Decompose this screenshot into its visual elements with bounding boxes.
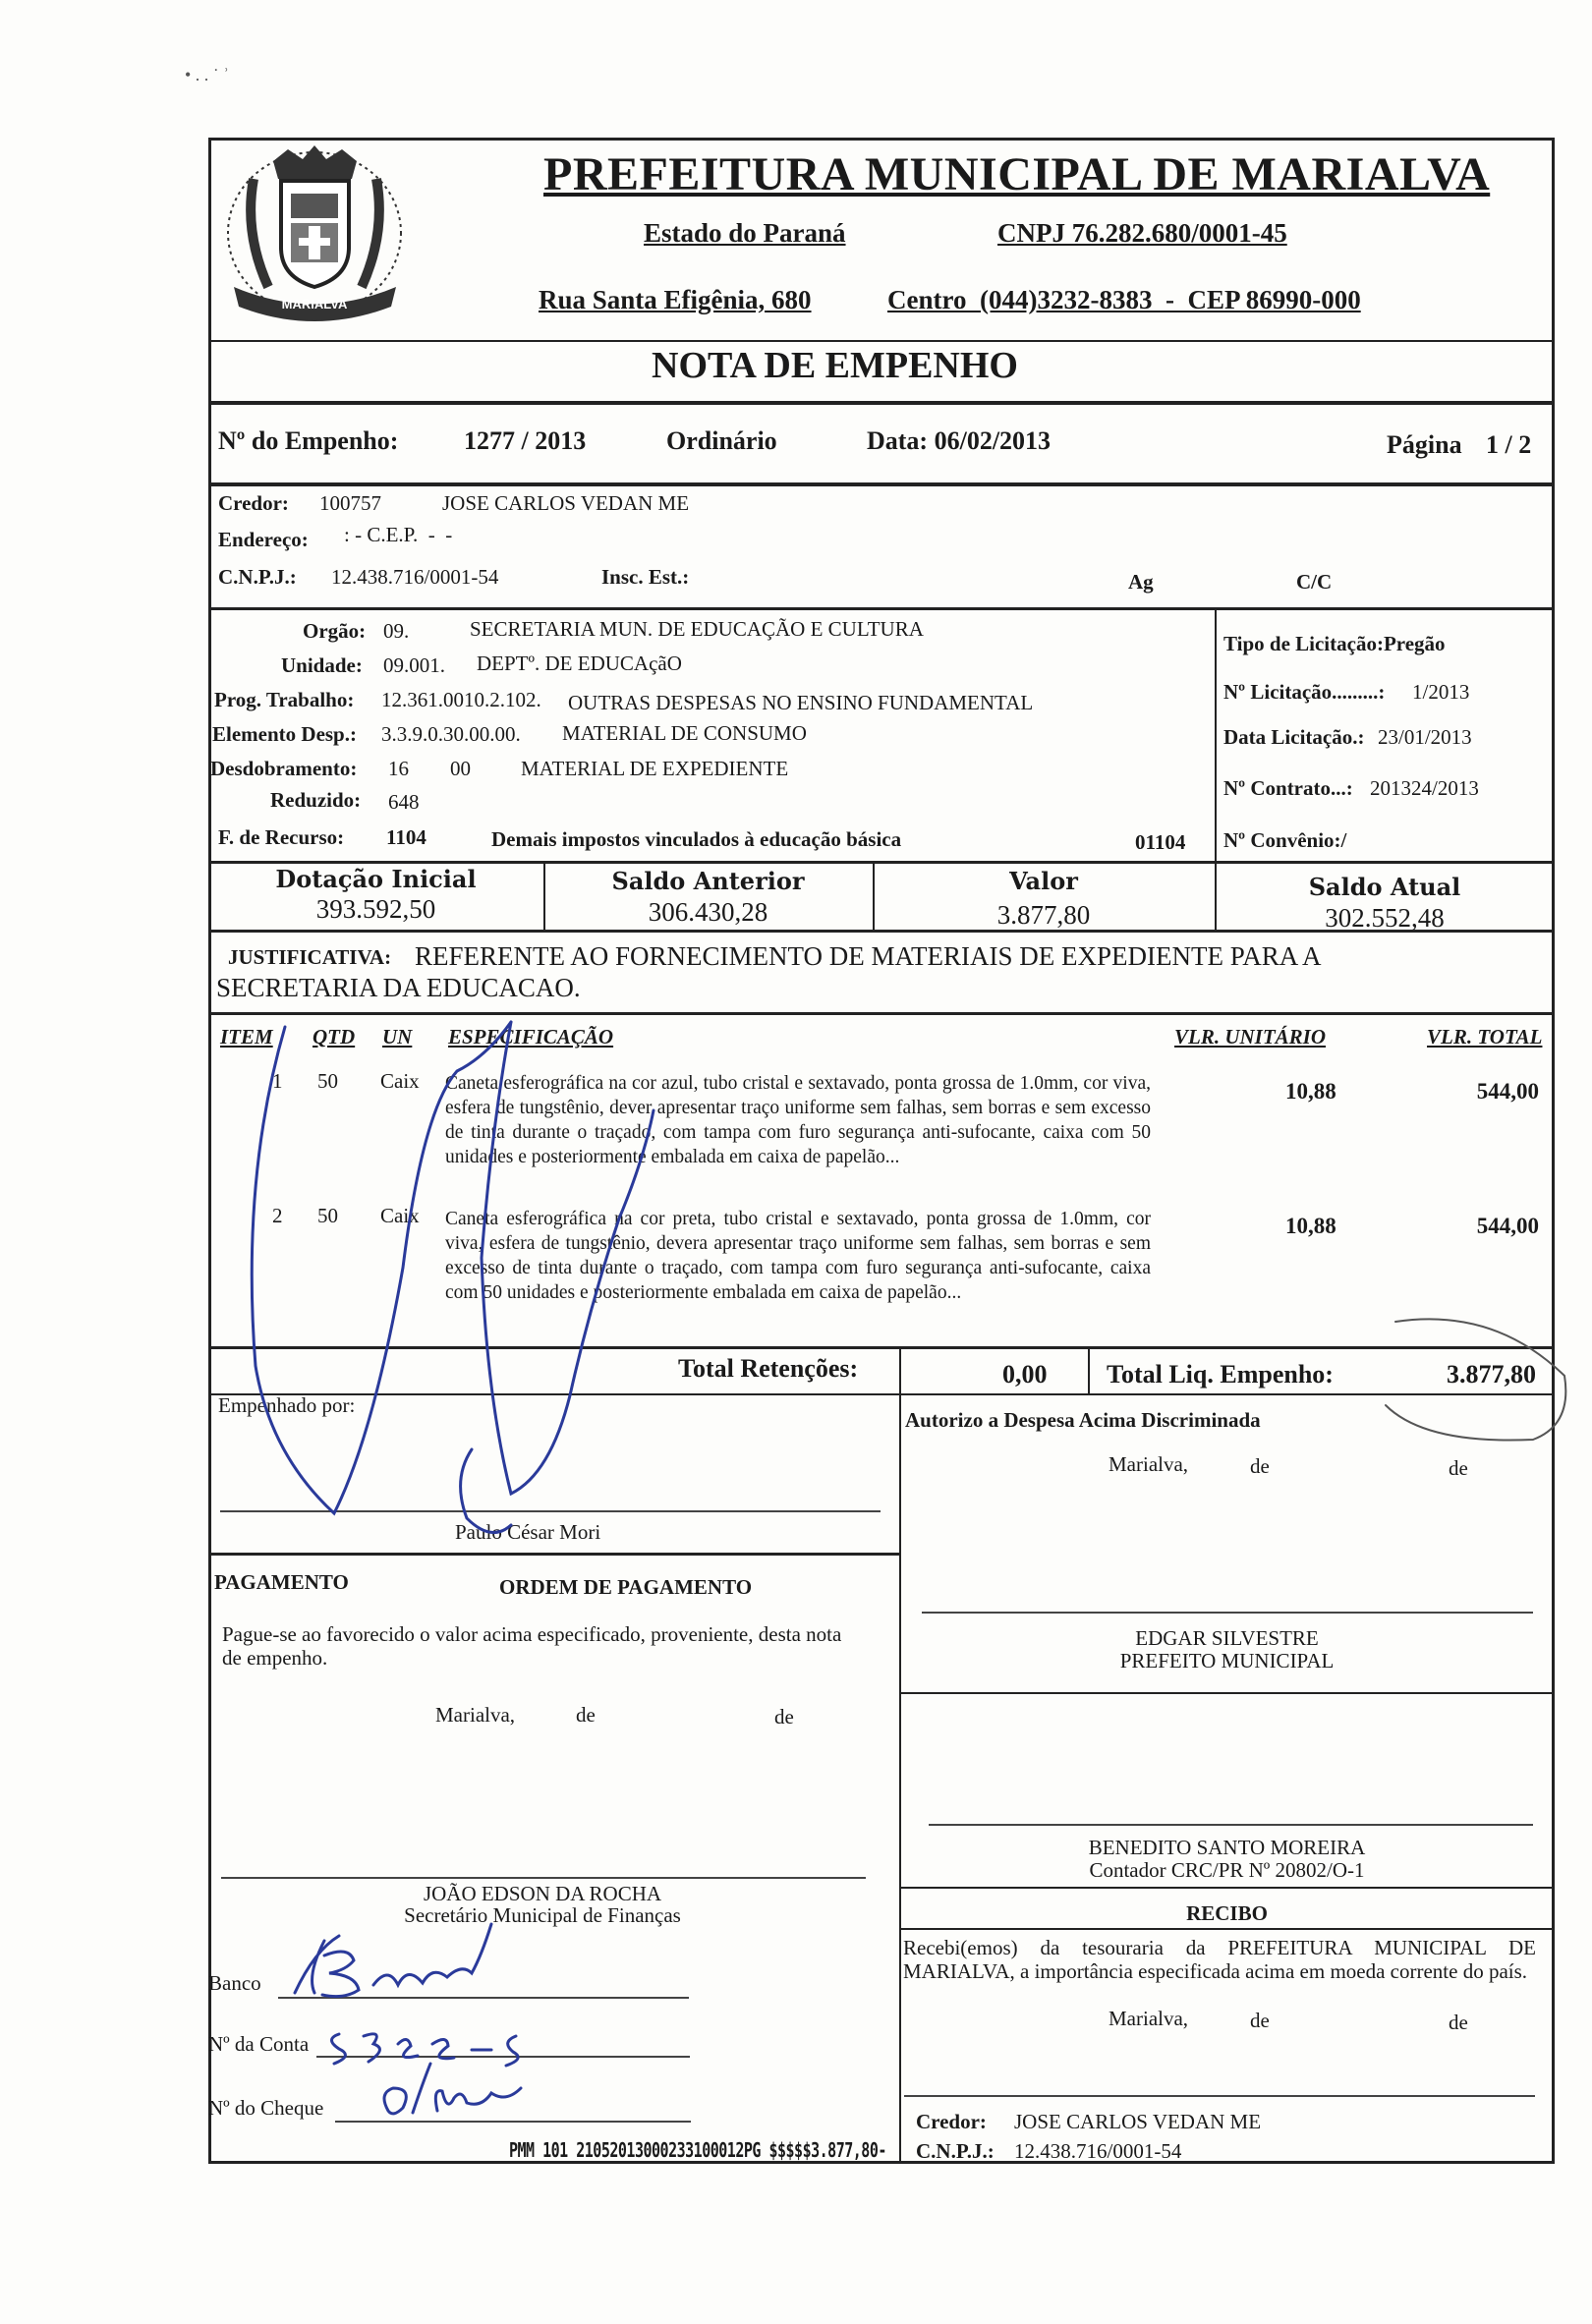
elemento-label: Elemento Desp.: — [212, 722, 357, 746]
pagamento-label: PAGAMENTO — [214, 1570, 349, 1594]
credor-label: Credor: — [218, 491, 289, 515]
recurso-code: 1104 — [386, 825, 426, 849]
elemento-name: MATERIAL DE CONSUMO — [562, 721, 807, 745]
contador-name: BENEDITO SANTO MOREIRA — [1088, 1836, 1366, 1859]
items-header-unit-value: VLR. UNITÁRIO — [1174, 1025, 1327, 1049]
insc-est-label: Insc. Est.: — [601, 565, 690, 589]
page-number: 1 / 2 — [1486, 430, 1532, 459]
cnpj-header: CNPJ 76.282.680/0001-45 — [997, 218, 1287, 248]
item-total-value: 544,00 — [1476, 1079, 1539, 1104]
conta-handwriting — [332, 2034, 519, 2066]
justificativa-text-2: SECRETARIA DA EDUCACAO. — [216, 973, 581, 1002]
address-label: Endereço: — [218, 528, 309, 551]
prog-trabalho-code: 12.361.0010.2.102. — [381, 688, 541, 711]
unidade-code: 09.001. — [383, 653, 445, 677]
contador-role: Contador CRC/PR Nº 20802/O-1 — [1089, 1858, 1365, 1882]
item-spec: Caneta esferográfica na cor preta, tubo cristal e sextavado, ponta grossa de 1.0mm, cor viva, esfera de tungstênio, devera apresentar traço uniforme sem falhas, sem borras e sem excesso de tinta durante o traçado, com tampa com furo segurança anti-sufocante, caixa com 50 unidades e posteriormente embalada em caixa de papelão... — [445, 1209, 1151, 1303]
elemento-code: 3.3.9.0.30.00.00. — [381, 722, 521, 746]
dotacao-value: 393.592,50 — [315, 894, 436, 924]
recibo-text: Recebi(emos) da tesouraria da PREFEITURA MUNICIPAL DE MARIALVA, a importância especificada acima em moeda corrente do país. — [903, 1936, 1536, 1983]
banco-label: Banco — [208, 1971, 261, 1995]
contrato-number: 201324/2013 — [1370, 776, 1479, 800]
signature-stroke — [252, 1022, 511, 1513]
date-de: de — [1250, 1454, 1270, 1478]
recibo-credor-name: JOSE CARLOS VEDAN ME — [1014, 2110, 1262, 2133]
date-de: de — [774, 1705, 794, 1729]
recurso-label: F. de Recurso: — [218, 825, 345, 849]
valor-label: Valor — [1009, 867, 1078, 895]
liq-empenho-value: 3.877,80 — [1447, 1360, 1536, 1389]
convenio-label: Nº Convênio:/ — [1223, 828, 1347, 852]
cheque-label: Nº do Cheque — [208, 2096, 324, 2120]
orgao-code: 09. — [383, 619, 410, 643]
recurso-name: Demais impostos vinculados à educação básica — [491, 827, 902, 851]
justificativa-label: JUSTIFICATIVA: — [228, 945, 392, 969]
place-marialva: Marialva, — [1109, 1452, 1189, 1476]
justificativa-text-1: REFERENTE AO FORNECIMENTO DE MATERIAIS DE EXPEDIENTE PARA A — [415, 941, 1322, 971]
banco-handwriting — [295, 1924, 491, 1997]
reduzido-label: Reduzido: — [270, 788, 362, 812]
empenhado-name: Paulo César Mori — [455, 1520, 601, 1544]
item-un: Caix — [380, 1204, 420, 1227]
saldo-atual-value: 302.552,48 — [1325, 903, 1445, 933]
cnpj-value: 12.438.716/0001-54 — [331, 565, 499, 589]
page-label: Página — [1387, 430, 1462, 459]
contrato-label: Nº Contrato...: — [1223, 776, 1353, 800]
licitacao-date: 23/01/2013 — [1378, 725, 1472, 749]
orgao-name: SECRETARIA MUN. DE EDUCAÇÃO E CULTURA — [470, 617, 924, 641]
contact-info: Centro (044)3232-8383 - CEP 86990-000 — [887, 285, 1361, 314]
retencoes-label: Total Retenções: — [678, 1354, 859, 1383]
date-de: de — [1250, 2009, 1270, 2032]
signature-stroke — [482, 1022, 654, 1494]
date-de: de — [1449, 1456, 1468, 1480]
item-number: 1 — [272, 1069, 283, 1093]
cheque-handwriting — [384, 2064, 521, 2114]
saldo-atual-label: Saldo Atual — [1308, 873, 1461, 901]
ordem-pagamento-label: ORDEM DE PAGAMENTO — [499, 1575, 753, 1599]
empenho-number: 1277 / 2013 — [464, 426, 587, 455]
prog-trabalho-name: OUTRAS DESPESAS NO ENSINO FUNDAMENTAL — [568, 691, 1034, 714]
liq-empenho-label: Total Liq. Empenho: — [1107, 1360, 1334, 1389]
valor-value: 3.877,80 — [996, 900, 1091, 930]
item-un: Caix — [380, 1069, 420, 1093]
empenhado-label: Empenhado por: — [218, 1393, 356, 1417]
dotacao-label: Dotação Inicial — [275, 865, 477, 893]
orgao-label: Orgão: — [303, 619, 367, 643]
item-number: 2 — [272, 1204, 283, 1227]
prog-trabalho-label: Prog. Trabalho: — [214, 688, 355, 711]
item-qtd: 50 — [317, 1204, 338, 1227]
desdobramento-code1: 16 — [388, 757, 409, 780]
item-unit-value: 10,88 — [1285, 1214, 1336, 1238]
place-marialva: Marialva, — [1109, 2007, 1189, 2030]
circle-mark — [1386, 1319, 1565, 1440]
retencoes-value: 0,00 — [1002, 1360, 1048, 1389]
item-total-value: 544,00 — [1476, 1214, 1539, 1238]
municipality-title: PREFEITURA MUNICIPAL DE MARIALVA — [543, 148, 1491, 200]
recibo-label: RECIBO — [1186, 1901, 1268, 1925]
desdobramento-name: MATERIAL DE EXPEDIENTE — [521, 757, 789, 780]
pagamento-text: Pague-se ao favorecido o valor acima especificado, proveniente, desta nota de empenho. — [222, 1622, 842, 1670]
place-marialva: Marialva, — [435, 1703, 516, 1727]
account-label: C/C — [1296, 570, 1333, 594]
item-qtd: 50 — [317, 1069, 338, 1093]
items-header-qtd: QTD — [313, 1025, 356, 1049]
scan-marks: • . . ˙ ʾ — [185, 65, 230, 85]
licitacao-number: 1/2013 — [1412, 680, 1470, 704]
date-de: de — [1449, 2011, 1468, 2034]
unidade-label: Unidade: — [281, 653, 363, 677]
footer-code: PMM 101 21052013000233100012PG $$$$$3.877,80- — [509, 2137, 886, 2163]
licitacao-date-label: Data Licitação.: — [1223, 725, 1365, 749]
address-value: : - C.E.P. - - — [344, 523, 453, 546]
recibo-cnpj-label: C.N.P.J.: — [916, 2139, 995, 2163]
empenho-type: Ordinário — [666, 426, 777, 455]
desdobramento-label: Desdobramento: — [210, 757, 358, 780]
prefeito-name: EDGAR SILVESTRE — [1135, 1626, 1319, 1650]
items-header-un: UN — [382, 1025, 413, 1049]
unidade-name: DEPTº. DE EDUCAçãO — [477, 652, 682, 675]
recibo-credor-label: Credor: — [916, 2110, 987, 2133]
street-address: Rua Santa Efigênia, 680 — [539, 285, 812, 314]
recibo-cnpj-value: 12.438.716/0001-54 — [1014, 2139, 1182, 2163]
date-de: de — [576, 1703, 596, 1727]
reduzido-value: 648 — [388, 790, 420, 814]
secretario-role: Secretário Municipal de Finanças — [404, 1903, 681, 1927]
autorizo-text: Autorizo a Despesa Acima Discriminada — [905, 1408, 1261, 1432]
items-header-item: ITEM — [220, 1025, 273, 1049]
saldo-anterior-value: 306.430,28 — [648, 897, 768, 927]
conta-label: Nº da Conta — [208, 2032, 310, 2056]
cnpj-label: C.N.P.J.: — [218, 565, 297, 589]
secretario-name: JOÃO EDSON DA ROCHA — [423, 1882, 662, 1905]
credor-code: 100757 — [319, 491, 381, 515]
agency-label: Ag — [1128, 570, 1154, 594]
prefeito-role: PREFEITO MUNICIPAL — [1119, 1649, 1335, 1672]
items-header-total-value: VLR. TOTAL — [1427, 1025, 1543, 1049]
document-title: NOTA DE EMPENHO — [652, 345, 1018, 386]
empenho-number-label: Nº do Empenho: — [218, 426, 399, 455]
recurso-code-2: 01104 — [1135, 830, 1186, 854]
state-name: Estado do Paraná — [644, 218, 846, 248]
svg-text:MARIALVA: MARIALVA — [281, 297, 348, 312]
saldo-anterior-label: Saldo Anterior — [611, 867, 805, 895]
items-header-spec: ESPECIFICAÇÃO — [448, 1025, 614, 1049]
item-spec: Caneta esferográfica na cor azul, tubo cristal e sextavado, ponta grossa de 1.0mm, cor viva, esfera de tungstênio, dever apresentar traço uniforme sem falhas, sem borras e sem excesso de tinta durante o traçado, com tampa com furo segurança anti-sufocante, caixa com 50 unidades e posteriormente embalada em caixa de papelão... — [445, 1073, 1151, 1167]
credor-name: JOSE CARLOS VEDAN ME — [442, 491, 690, 515]
item-unit-value: 10,88 — [1285, 1079, 1336, 1104]
empenho-date: Data: 06/02/2013 — [867, 426, 1052, 455]
desdobramento-code2: 00 — [450, 757, 471, 780]
licitacao-number-label: Nº Licitação.........: — [1223, 680, 1386, 704]
tipo-licitacao: Tipo de Licitação:Pregão — [1223, 632, 1446, 655]
